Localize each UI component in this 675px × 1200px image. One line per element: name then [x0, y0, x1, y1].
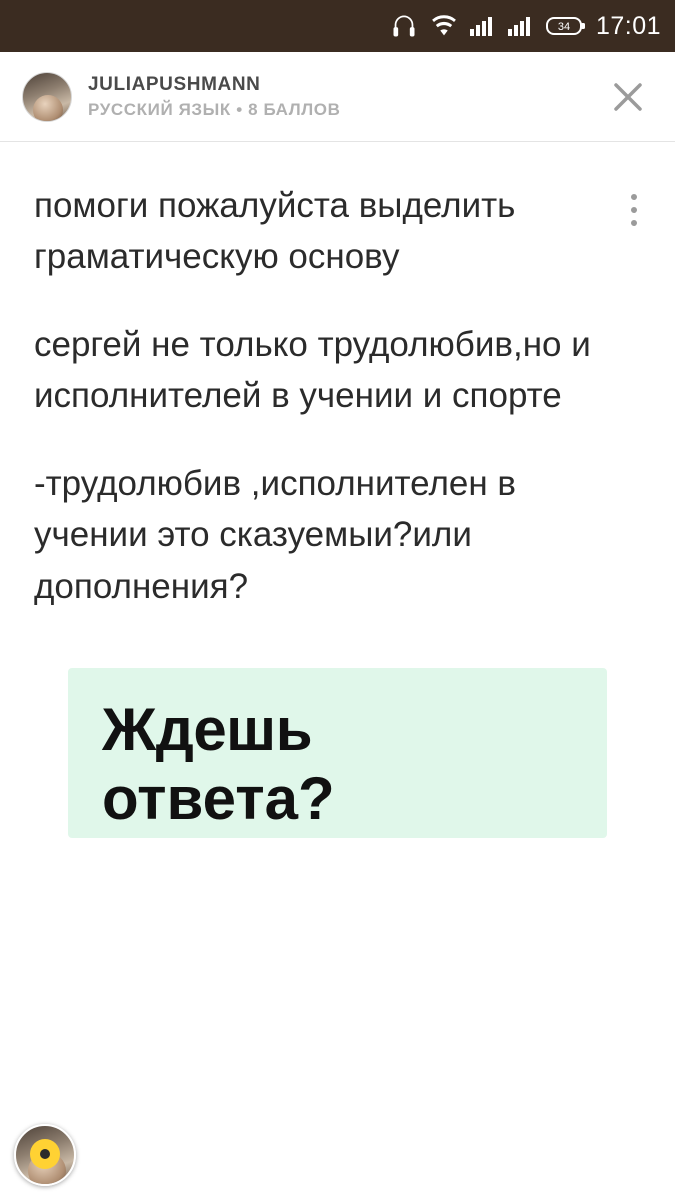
- avatar[interactable]: [22, 72, 72, 122]
- status-icons: [390, 12, 588, 40]
- kebab-dot-1: [631, 194, 637, 200]
- question-paragraph-3: -трудолюбив ,исполнителен в учении это сказуемыи?или дополнения?: [34, 463, 526, 606]
- header-text: [88, 74, 340, 120]
- signal-sim2-icon: [508, 15, 534, 37]
- battery-level-text: 34: [557, 21, 571, 33]
- status-bar: [0, 0, 675, 52]
- status-clock: 17:01: [595, 11, 661, 40]
- question-paragraph-2: сергей не только трудолюбив,но и исполнителей в учении и спорте: [34, 324, 601, 416]
- close-icon[interactable]: [605, 74, 651, 120]
- promo-banner[interactable]: [68, 668, 607, 838]
- promo-title: Ждешь: [102, 696, 313, 764]
- floating-avatar-bubble[interactable]: [14, 1124, 76, 1186]
- more-options-icon[interactable]: [623, 190, 645, 230]
- wifi-icon: [430, 14, 458, 38]
- question-paragraph-1: помоги пожалуйста выделить граматическую основу: [34, 186, 526, 277]
- kebab-dot-2: [631, 207, 637, 213]
- eye-icon: [30, 1139, 60, 1169]
- question-header: [0, 52, 675, 142]
- question-content: [0, 142, 675, 1200]
- username-label[interactable]: JULIAPUSHMANN: [88, 73, 261, 95]
- subject-points-label: РУССКИЙ ЯЗЫК • 8 БАЛЛОВ: [88, 99, 341, 119]
- headphones-icon: [390, 12, 418, 40]
- kebab-dot-3: [631, 220, 637, 226]
- battery-icon: [546, 14, 588, 38]
- promo-subtitle: ответа?: [102, 765, 335, 833]
- signal-sim1-icon: [470, 15, 496, 37]
